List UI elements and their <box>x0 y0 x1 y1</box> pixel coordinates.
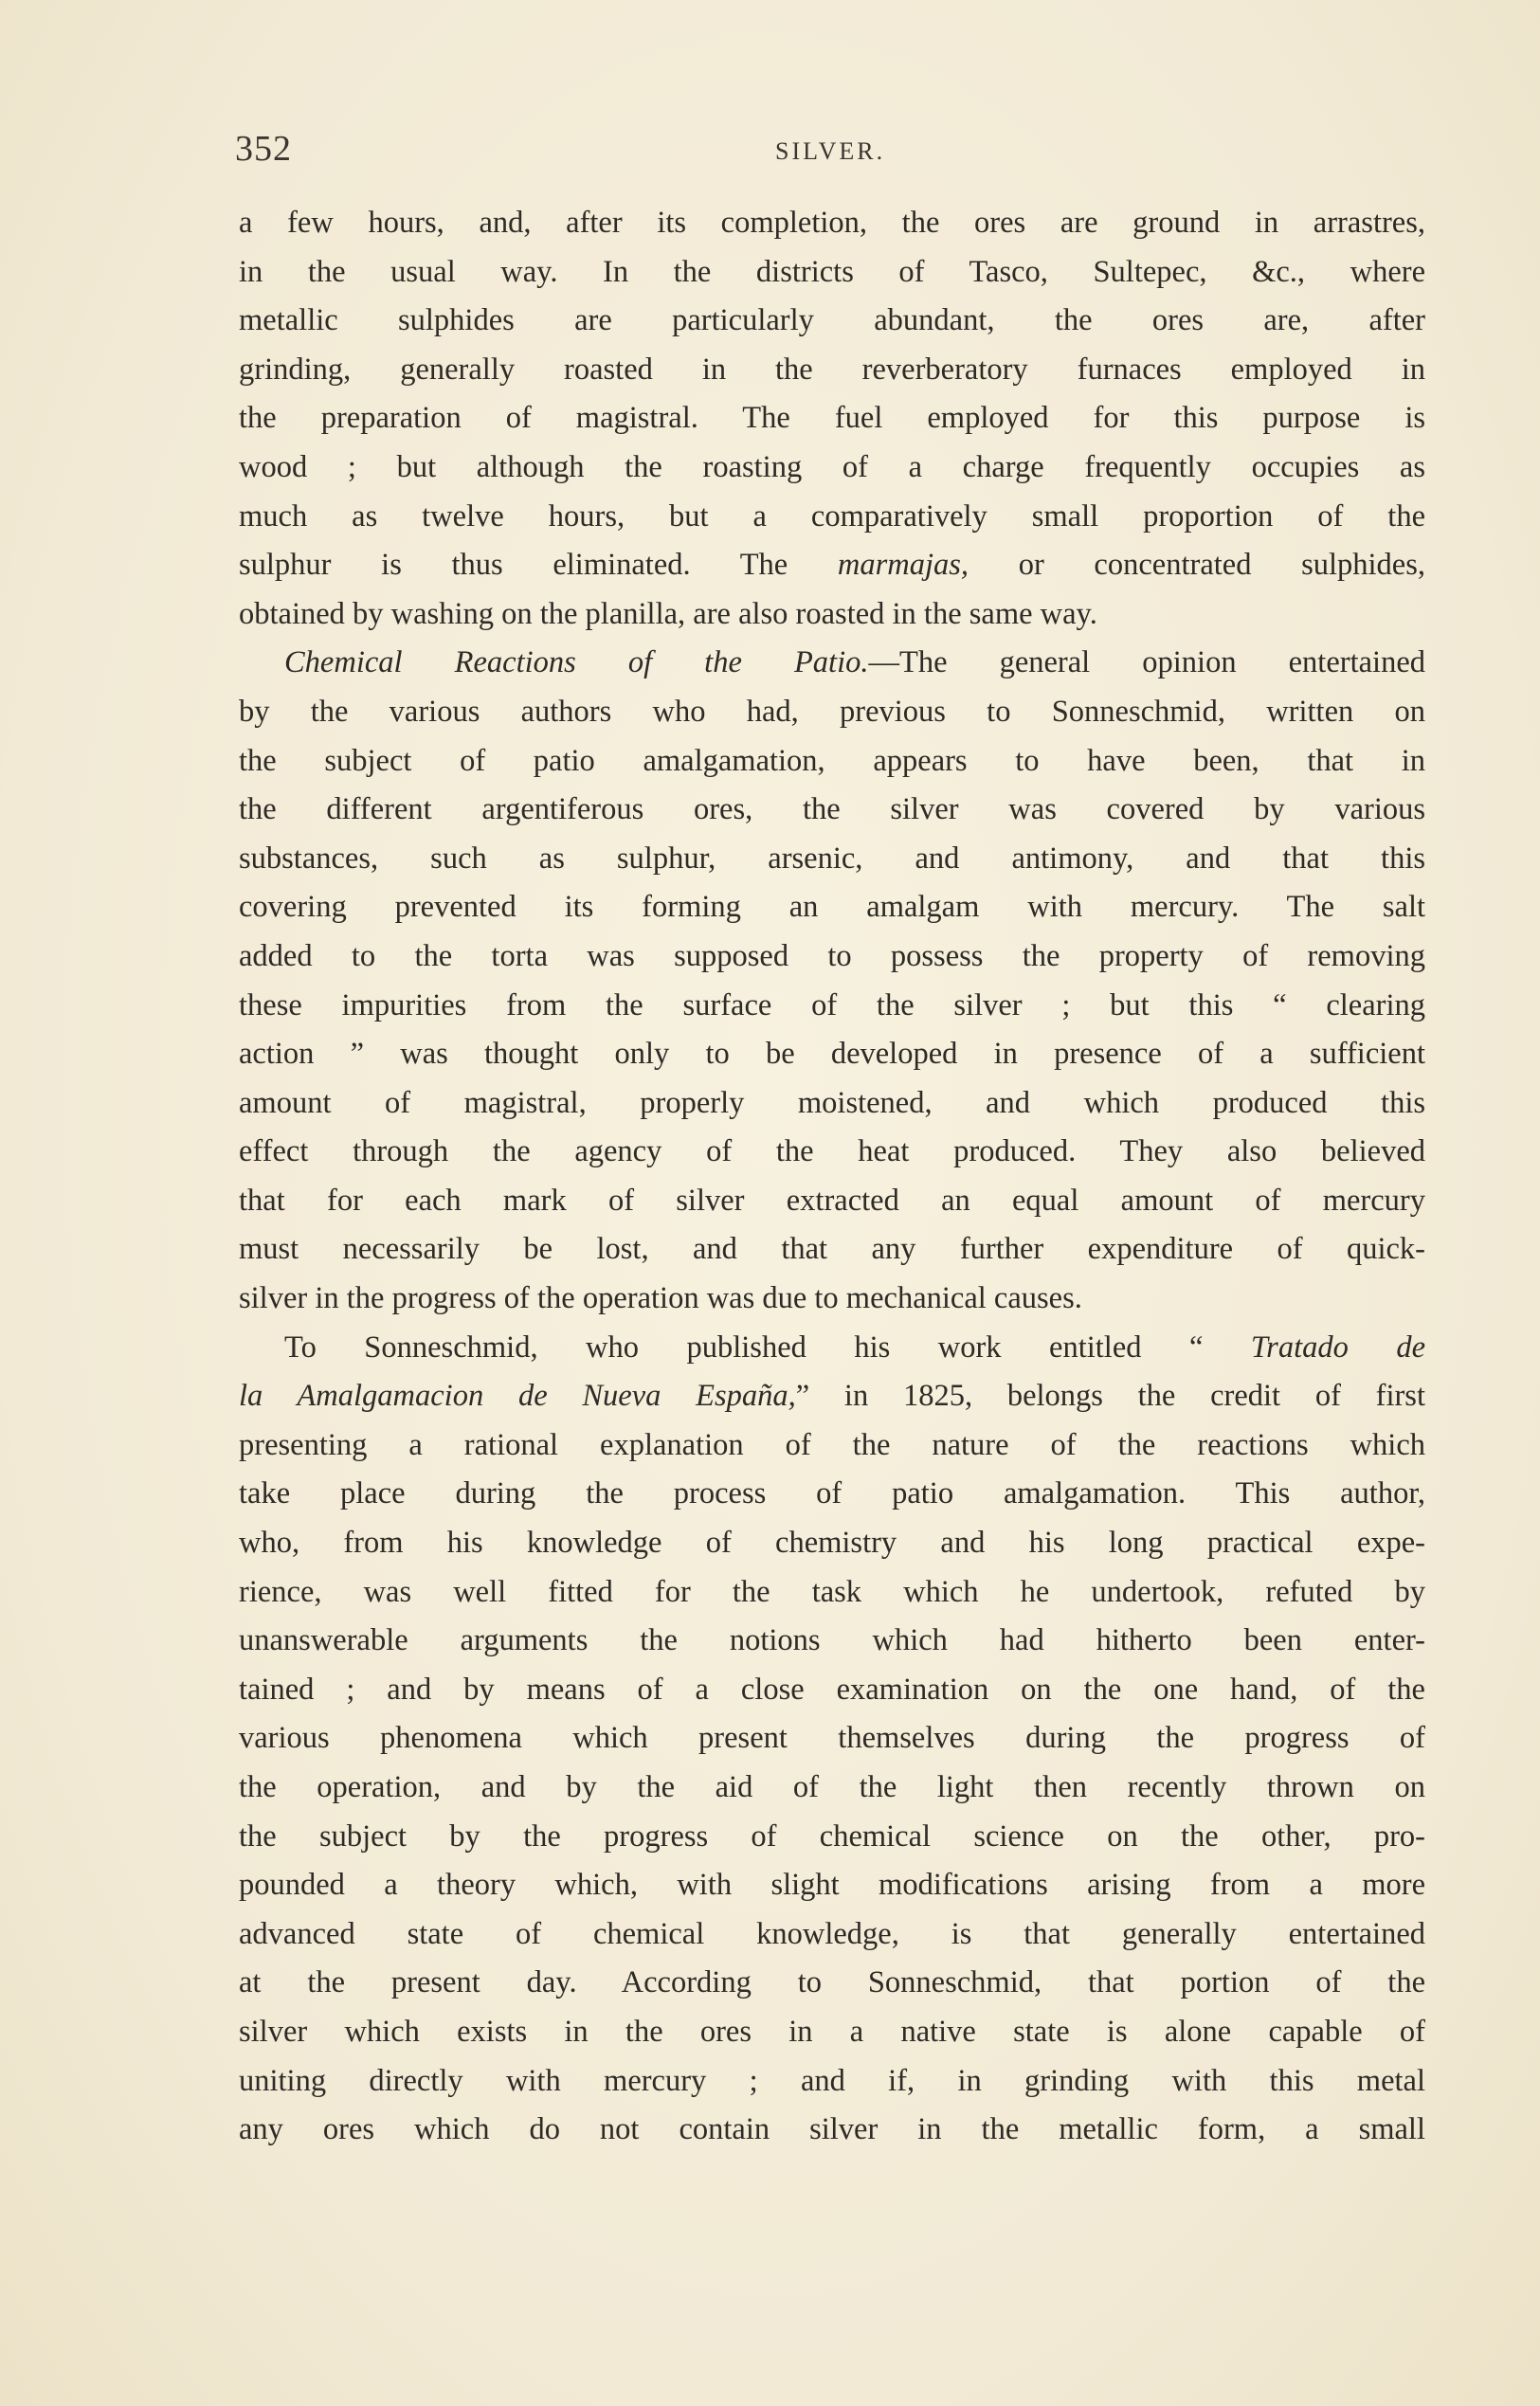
book-title: la Amalgamacion de Nueva España, <box>239 1379 796 1414</box>
text-line: sulphur is thus eliminated. The marmajas, or concentrated sulphides, <box>239 548 1425 583</box>
text-line: rience, was well fitted for the task which he undertook, refuted by <box>239 1574 1425 1609</box>
running-head: SILVER. <box>775 137 886 165</box>
body-text <box>239 199 1425 2155</box>
text-line: grinding, generally roasted in the reverberatory furnaces employed in <box>239 352 1425 387</box>
text-line: silver which exists in the ores in a native state is alone capable of <box>239 2014 1425 2049</box>
text-line: the preparation of magistral. The fuel employed for this purpose is <box>239 401 1425 436</box>
text-line: various phenomena which present themselves during the progress of <box>239 1721 1425 1756</box>
text-line: who, from his knowledge of chemistry and his long practical expe- <box>239 1526 1425 1561</box>
text-line: action ” was thought only to be developed in presence of a sufficient <box>239 1037 1425 1072</box>
text-line: by the various authors who had, previous to Sonneschmid, written on <box>239 694 1425 729</box>
text-line: must necessarily be lost, and that any further expenditure of quick- <box>239 1232 1425 1267</box>
text-line: the operation, and by the aid of the light then recently thrown on <box>239 1770 1425 1804</box>
text-line: pounded a theory which, with slight modifications arising from a more <box>239 1868 1425 1903</box>
text-line: the subject of patio amalgamation, appears to have been, that in <box>239 743 1425 778</box>
text-line: silver in the progress of the operation was due to mechanical causes. <box>239 1281 1082 1316</box>
page-header <box>235 128 1424 185</box>
text-line: in the usual way. In the districts of Tasco, Sultepec, &c., where <box>239 254 1425 289</box>
section-heading: Chemical Reactions of the Patio. <box>284 645 869 680</box>
text-line: uniting directly with mercury ; and if, in grinding with this metal <box>239 2063 1425 2098</box>
text-line: effect through the agency of the heat produced. They also believed <box>239 1134 1425 1169</box>
text-line: To Sonneschmid, who published his work entitled “ Tratado de <box>284 1330 1425 1365</box>
text-line: these impurities from the surface of the silver ; but this “ clearing <box>239 987 1425 1022</box>
text-line: the subject by the progress of chemical science on the other, pro- <box>239 1818 1425 1854</box>
text-line: much as twelve hours, but a comparatively small proportion of the <box>239 498 1425 534</box>
text-line: amount of magistral, properly moistened, and which produced this <box>239 1085 1425 1120</box>
text-line: take place during the process of patio amalgamation. This author, <box>239 1476 1425 1511</box>
text-line: at the present day. According to Sonneschmid, that portion of the <box>239 1965 1425 2000</box>
text-line: substances, such as sulphur, arsenic, and antimony, and that this <box>239 841 1425 876</box>
text-line: the different argentiferous ores, the silver was covered by various <box>239 792 1425 827</box>
book-title: Tratado de <box>1250 1330 1425 1365</box>
text-line: metallic sulphides are particularly abundant, the ores are, after <box>239 303 1425 338</box>
italic-term: marmajas, <box>837 548 969 583</box>
text-line: unanswerable arguments the notions which had hitherto been enter- <box>239 1623 1425 1658</box>
text-line: presenting a rational explanation of the nature of the reactions which <box>239 1427 1425 1462</box>
text-line: obtained by washing on the planilla, are also roasted in the same way. <box>239 596 1097 631</box>
text-line: that for each mark of silver extracted an equal amount of mercury <box>239 1183 1425 1218</box>
text-line: added to the torta was supposed to possess the property of removing <box>239 938 1425 973</box>
section-heading-line: Chemical Reactions of the Patio.—The general opinion entertained <box>284 645 1425 680</box>
text-line: advanced state of chemical knowledge, is that generally entertained <box>239 1916 1425 1951</box>
text-line: wood ; but although the roasting of a charge frequently occupies as <box>239 449 1425 484</box>
page-number: 352 <box>235 129 292 169</box>
text-line: a few hours, and, after its completion, the ores are ground in arrastres, <box>239 206 1425 240</box>
text-line: any ores which do not contain silver in the metallic form, a small <box>239 2112 1425 2147</box>
text-line: covering prevented its forming an amalgam with mercury. The salt <box>239 890 1425 925</box>
text-line: tained ; and by means of a close examination on the one hand, of the <box>239 1672 1425 1707</box>
text-line: la Amalgamacion de Nueva España,” in 1825, belongs the credit of first <box>239 1379 1425 1414</box>
